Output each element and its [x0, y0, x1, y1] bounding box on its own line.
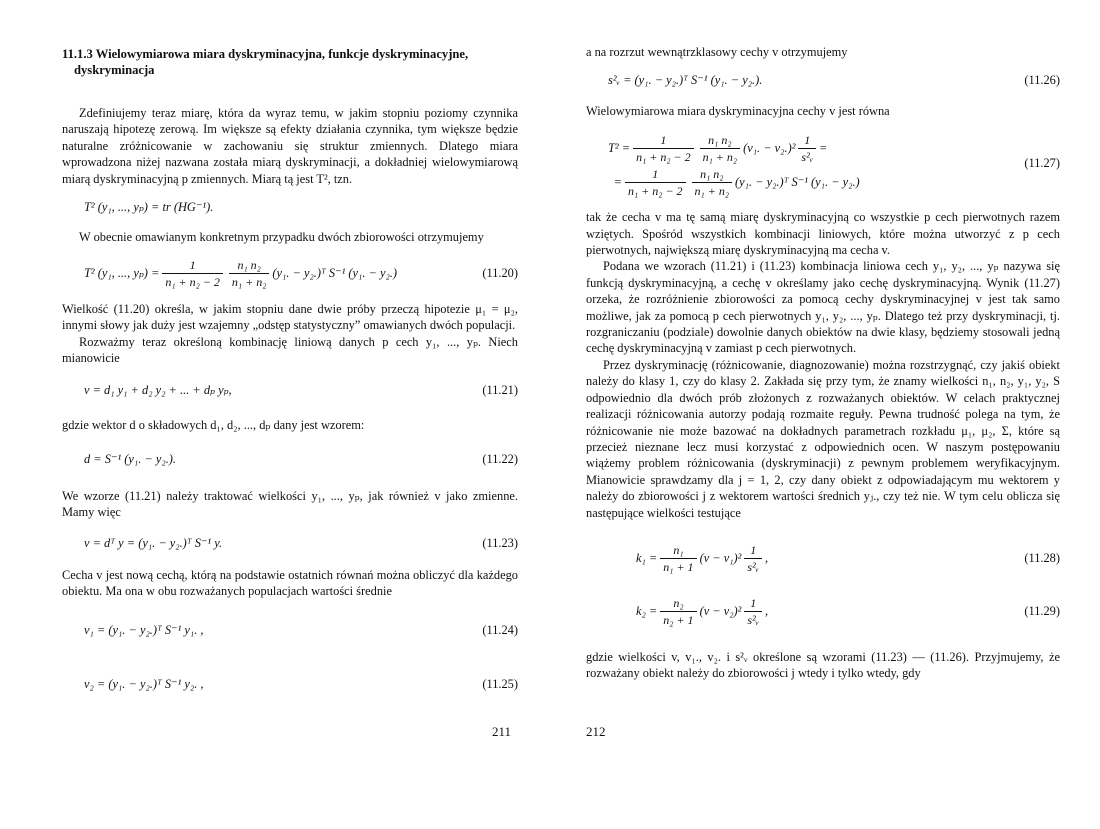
paragraph: Cecha v jest nową cechą, którą na podstawie ostatnich równań można obliczyć dla każdego obiektu. Ma ona w obu rozważanych populacjach wartości średnie — [62, 567, 518, 599]
equation-11-27 — [586, 131, 1060, 199]
equation-number: (11.24) — [482, 622, 518, 637]
section-title — [62, 46, 518, 78]
paragraph: Wielowymiarowa miara dyskryminacyjna cechy v jest równa — [586, 103, 890, 118]
fraction — [660, 543, 696, 574]
right-page — [550, 0, 1100, 829]
equation-middle: (v − v₂)² — [699, 604, 742, 619]
numerator: 1 — [660, 132, 667, 147]
paragraph: Zdefiniujemy teraz miarę, która da wyraz temu, w jakim stopniu poziomy czynnika naruszają hipotezę zerową. Im większe są efekty działania czynnika, tym większe będzie naturalne zróżnicowanie w zachowaniu się struktur zmiennych. Dlatego miara wprowadzona niżej nazwana została miarą dyskryminacji, a dokładniej wielowymiarową miarą dyskryminacyjną p zmiennych. Miarą tą jest T², tzn. — [62, 106, 518, 186]
section-title-line1: Wielowymiarowa miara dyskryminacyjna, funkcje dyskryminacyjne, — [95, 47, 469, 61]
denominator: n₁ + n₂ — [229, 273, 269, 289]
fraction — [744, 543, 762, 574]
left-text-column — [62, 46, 518, 693]
section-number: 11.1.3 — [62, 47, 93, 61]
equation-number: (11.25) — [482, 677, 518, 692]
equation-number: (11.27) — [1024, 156, 1060, 171]
paragraph: gdzie wielkości v, v₁., v₂. i s²ᵥ określone są wzorami (11.23) — (11.26). Przyjmujemy, że rozważany obiekt należy do zbiorowości j wtedy i tylko wtedy, gdy — [586, 649, 1060, 681]
paragraph: gdzie wektor d o składowych d₁, d₂, ..., dₚ dany jest wzorem: — [62, 417, 365, 432]
denominator: n₁ + n₂ — [700, 148, 740, 164]
numerator: n₂ — [673, 595, 684, 610]
denominator: s²ᵥ — [744, 611, 762, 627]
fraction — [798, 133, 816, 164]
equation-text: v₂ = (y₁. − y₂.)ᵀ S⁻¹ y₂. , — [84, 677, 204, 692]
paragraph: We wzorze (11.21) należy traktować wielkości y₁, ..., yₚ, jak również v jako zmienne. Mamy więc — [62, 488, 518, 520]
numerator: 1 — [189, 257, 196, 272]
denominator: n₁ + n₂ — [692, 182, 732, 198]
equation-number: (11.21) — [482, 383, 518, 398]
numerator: 1 — [804, 132, 811, 147]
equation-number: (11.29) — [1024, 604, 1060, 619]
equation-11-24 — [62, 622, 518, 638]
denominator: n₁ + 1 — [660, 558, 696, 574]
fraction — [660, 596, 696, 627]
paragraph: Podana we wzorach (11.21) i (11.23) kombinacja liniowa cech y₁, y₂, ..., yₚ nazywa się funkcją dyskryminacyjną, a cechę v określamy jako cechę dyskryminacyjną. Wynik (11.27) orzeka, że rozróżnienie zbiorowości za pomocą cechy dyskryminacyjnej v jest tak samo możliwe, jak za pomocą p cech pierwotnych y₁, y₂, ..., yₚ. Dlatego też przy dyskryminacji, tj. rozgraniczaniu (podziale) dowolnie danych obiektów na dwie klasy, będziemy stosowali jedną cechę dyskryminacyjną v zamiast p cech pierwotnych. — [586, 259, 1060, 356]
fraction — [700, 133, 740, 164]
equation-11-20 — [62, 258, 518, 289]
equation-11-25 — [62, 676, 518, 692]
denominator: n₁ + n₂ − 2 — [162, 273, 223, 289]
equation-number: (11.22) — [482, 452, 518, 467]
denominator: n₁ + n₂ − 2 — [625, 182, 686, 198]
denominator: s²ᵥ — [744, 558, 762, 574]
equation-text: s²ᵥ = (y₁. − y₂.)ᵀ S⁻¹ (y₁. − y₂.). — [608, 73, 763, 88]
equation-lhs: k₂ = — [636, 604, 658, 619]
equation-number: (11.23) — [482, 535, 518, 550]
fraction — [692, 167, 732, 198]
denominator: n₂ + 1 — [660, 611, 696, 627]
section-title-line2: dyskryminacja — [74, 63, 155, 77]
equation-rhs: (y₁. − y₂.)ᵀ S⁻¹ (y₁. − y₂.) — [272, 266, 398, 281]
paragraph: Przez dyskryminację (różnicowanie, diagnozowanie) można rozstrzygnąć, czy jakiś obiekt należy do klasy 1, czy do klasy 2. Zakłada się przy tym, że znamy wielkości n₁, n₂, y₁, y₂, S odpowiednio dla dwóch prób złożonych z rozważanych obiektów. W celach praktycznej realizacji różnicowania autorzy podają rozmaite reguły. Pewna trudność polega na tym, że różnicowanie nie może bazować na dokładnych parametrach rozkładu μ₁, μ₂, Σ, które są przecież nieznane lecz musi korzystać z odpowiednich ocen. W naszym postępowaniu wiążemy problem różnicowania (dyskryminacji) z pewnym problemem weryfikacyjnym. Mianowicie sprawdzamy dla j = 1, 2, czy dany obiekt z odpowiadającym mu wektorem y należy do zbiorowości j z wektorem wartości średnich yⱼ., czy też nie. W tym celu oblicza się następujące wielkości testujące — [586, 357, 1060, 520]
equation-11-28 — [586, 543, 1060, 574]
equation-number: (11.20) — [482, 266, 518, 281]
paragraph: W obecnie omawianym konkretnym przypadku dwóch zbiorowości otrzymujemy — [79, 230, 484, 245]
equation-11-22 — [62, 451, 518, 467]
equation-text: v₁ = (y₁. − y₂.)ᵀ S⁻¹ y₁. , — [84, 622, 204, 637]
paragraph: Rozważmy teraz określoną kombinację liniową danych p cech y₁, ..., yₚ. Niech mianowicie — [62, 334, 518, 366]
equation-row — [608, 131, 1060, 165]
fraction — [162, 258, 223, 289]
equation-rhs: (y₁. − y₂.)ᵀ S⁻¹ (y₁. − y₂.) — [735, 175, 860, 190]
equation-lhs: k₁ = — [636, 551, 658, 566]
equation-number: (11.28) — [1024, 551, 1060, 566]
equation-11-26 — [586, 72, 1060, 88]
numerator: n₁ — [673, 542, 684, 557]
equation-end: , — [765, 551, 769, 566]
numerator: 1 — [652, 166, 659, 181]
equation-end: , — [765, 604, 769, 619]
numerator: n₁ n₂ — [237, 257, 261, 272]
numerator: n₁ n₂ — [708, 132, 732, 147]
equation-T2-definition — [62, 199, 518, 215]
equation-11-21 — [62, 382, 518, 398]
equation-text: d = S⁻¹ (y₁. − y₂.). — [84, 452, 177, 467]
equation-11-23 — [62, 535, 518, 551]
equation-middle: (v − v₁)² — [699, 551, 742, 566]
equation-text: T² (y₁, ..., yₚ) = tr (HG⁻¹). — [84, 200, 214, 215]
fraction — [625, 167, 686, 198]
denominator: s²ᵥ — [798, 148, 816, 164]
equation-text: v = dᵀ y = (y₁. − y₂.)ᵀ S⁻¹ y. — [84, 535, 223, 550]
fraction — [633, 133, 694, 164]
equation-text: v = d₁ y₁ + d₂ y₂ + ... + dₚ yₚ, — [84, 383, 232, 398]
page-number: 212 — [586, 724, 606, 739]
equation-number: (11.26) — [1024, 73, 1060, 88]
equation-row — [608, 165, 1060, 199]
equation-11-29 — [586, 596, 1060, 627]
denominator: n₁ + n₂ − 2 — [633, 148, 694, 164]
equation-lhs: T² = — [608, 141, 631, 156]
fraction — [229, 258, 269, 289]
right-text-column — [586, 44, 1060, 682]
page-number: 211 — [492, 724, 512, 739]
fraction — [744, 596, 762, 627]
numerator: n₁ n₂ — [700, 166, 724, 181]
equation-end: = — [819, 141, 828, 156]
paragraph: Wielkość (11.20) określa, w jakim stopniu dane dwie próby przeczą hipotezie μ₁ = μ₂, innymi słowy jak duży jest wzajemny „odstęp statystyczny” omawianych dwóch populacji. — [62, 301, 518, 333]
paragraph: a na rozrzut wewnątrzklasowy cechy v otrzymujemy — [586, 45, 848, 59]
equation-lhs: = — [613, 175, 622, 190]
paragraph: tak że cecha v ma tę samą miarę dyskryminacyjną co wszystkie p cech pierwotnych razem wziętych. Spośród wszystkich kombinacji liniowych, które można utworzyć z p cech pierwotnych, największą miarę dyskryminacyjną ma cecha v. — [586, 210, 1060, 258]
numerator: 1 — [750, 595, 757, 610]
equation-middle: (v₁. − v₂.)² — [743, 141, 796, 156]
numerator: 1 — [750, 542, 757, 557]
equation-lhs: T² (y₁, ..., yₚ) = — [84, 266, 160, 281]
